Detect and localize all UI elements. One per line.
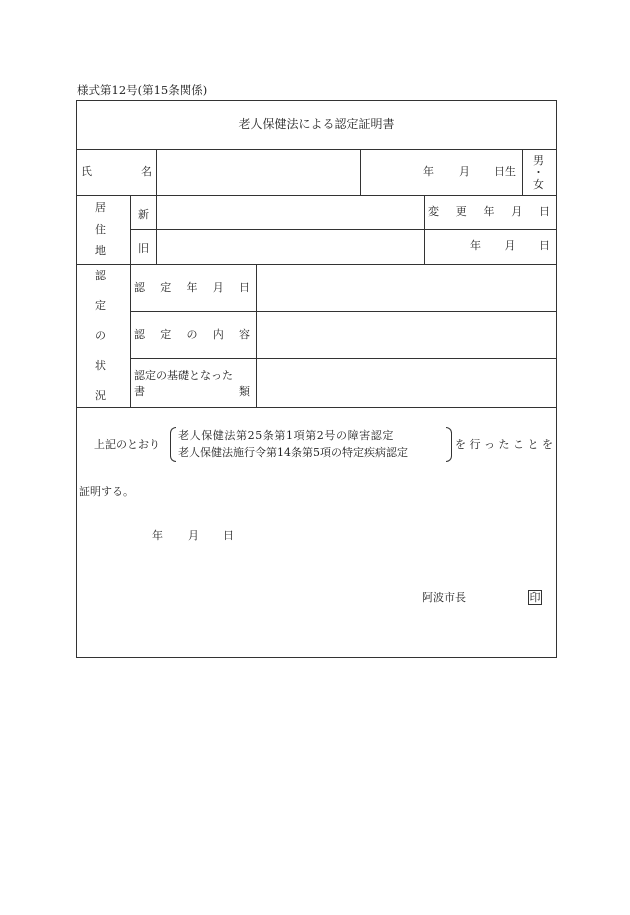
sex-separator: ・: [533, 166, 544, 179]
status-label-3: の: [95, 329, 106, 342]
birth-day-label: 日生: [494, 165, 516, 178]
sex-male: 男: [533, 154, 544, 167]
name-label: 氏 名: [81, 165, 152, 178]
basis-document-label-line2: 書 類: [134, 385, 250, 398]
basis-document-label: 認定の基礎となった: [134, 369, 233, 382]
status-label-1: 認: [95, 269, 106, 282]
address-old-label: 旧: [138, 242, 149, 255]
cert-month-label: 月: [188, 529, 199, 542]
status-label-2: 定: [95, 299, 106, 312]
address-label-3: 地: [95, 244, 106, 257]
birth-year-label: 年: [423, 165, 434, 178]
rule-status-bottom: [76, 407, 557, 408]
sex-female: 女: [533, 178, 544, 191]
rule-address-v2: [424, 195, 425, 264]
form-number: 様式第12号(第15条関係): [77, 83, 208, 97]
left-bracket: [170, 427, 176, 462]
approval-content-field[interactable]: [257, 312, 556, 357]
change-date-label: 変 更 年 月 日: [428, 205, 550, 218]
old-address-field[interactable]: [157, 230, 423, 263]
new-address-field[interactable]: [157, 196, 423, 228]
name-field[interactable]: [157, 150, 359, 194]
right-bracket: [446, 427, 452, 462]
status-label-4: 状: [95, 359, 106, 372]
statement-prefix: 上記のとおり: [94, 438, 160, 451]
approval-content-label: 認 定 の 内 容: [134, 328, 250, 341]
seal-mark: 印: [529, 591, 541, 604]
approval-date-field[interactable]: [257, 265, 556, 310]
option-disability: 老人保健法第25条第1項第2号の障害認定: [178, 429, 394, 442]
cert-day-label: 日: [223, 529, 234, 542]
basis-document-field[interactable]: [257, 359, 556, 406]
status-label-5: 況: [95, 389, 106, 402]
birth-month-label: 月: [459, 165, 470, 178]
old-date-label: 年 月 日: [470, 239, 550, 252]
statement-continuation: 証明する。: [79, 485, 134, 498]
cert-year-label: 年: [152, 529, 163, 542]
certificate-title: 老人保健法による認定証明書: [238, 117, 395, 131]
address-label-2: 住: [95, 223, 106, 236]
approval-date-label: 認 定 年 月 日: [134, 281, 250, 294]
address-label-1: 居: [95, 201, 106, 214]
rule-section-v: [130, 195, 131, 407]
option-specified-disease: 老人保健法施行令第14条第5項の特定疾病認定: [178, 446, 408, 459]
statement-suffix: を行ったことを: [455, 438, 557, 451]
signer-title: 阿波市長: [422, 591, 466, 604]
address-new-label: 新: [138, 208, 149, 221]
